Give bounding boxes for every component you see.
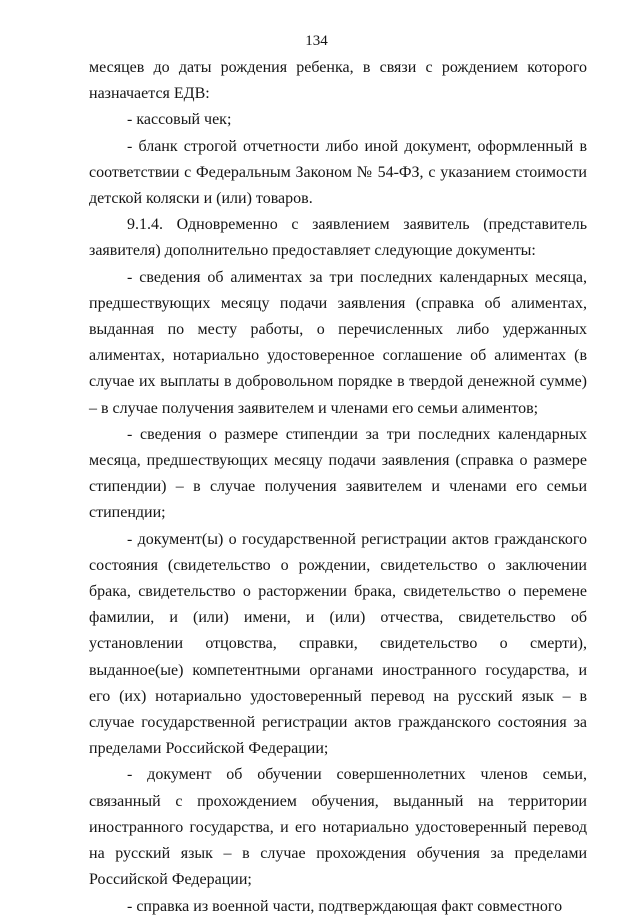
paragraph-stipend-info: - сведения о размере стипендии за три последних календарных месяца, предшествующих месяцу подачи заявления (справка о размере стипендии) – в случае получения заявителем и членами его семьи стипендии; — [89, 425, 587, 522]
paragraph-civil-registration-documents: - документ(ы) о государственной регистрации актов гражданского состояния (свидетельство о рождении, свидетельство о заключении брака, свидетельство о расторжении брака, свидетельство о перемене фамилии, и (или) имени, и (или) отчества, свидетельство об установлении отцовства, справки, свидетельство о смерти), выданное(ые) компетентными органами иностранного государства, и его (их) нотариально удостоверенный перевод на русский язык – в случае государственной регистрации актов гражданского состояния за пределами Российской Федерации; — [89, 530, 587, 758]
paragraph-cash-receipt: - кассовый чек; — [127, 111, 232, 129]
paragraph-strict-reporting-form: - бланк строгой отчетности либо иной документ, оформленный в соответствии с Федеральным Законом № 54-ФЗ, с указанием стоимости детской коляски и (или) товаров. — [89, 137, 587, 208]
document-body — [89, 55, 587, 920]
paragraph-section-9-1-4: 9.1.4. Одновременно с заявлением заявитель (представитель заявителя) дополнительно предоставляет следующие документы: — [89, 216, 587, 260]
paragraph-continuation: месяцев до даты рождения ребенка, в связи с рождением которого назначается ЕДВ: — [89, 59, 587, 103]
paragraph-military-unit-certificate: - справка из военной части, подтверждающая факт совместного — [127, 897, 563, 915]
page-number: 134 — [305, 33, 328, 49]
paragraph-education-document: - документ об обучении совершеннолетних членов семьи, связанный с прохождением обучения, выданный на территории иностранного государства, и его нотариально удостоверенный перевод на русский язык – в случае прохождения обучения за пределами Российской Федерации; — [89, 766, 587, 889]
paragraph-alimony-info: - сведения об алиментах за три последних календарных месяца, предшествующих месяцу подачи заявления (справка об алиментах, выданная по месту работы, о перечисленных либо удержанных алиментах, нотариально удостоверенное соглашение об алиментах (в случае их выплаты в добровольном порядке в твердой денежной сумме) – в случае получения заявителем и членами его семьи алиментов; — [89, 268, 587, 417]
